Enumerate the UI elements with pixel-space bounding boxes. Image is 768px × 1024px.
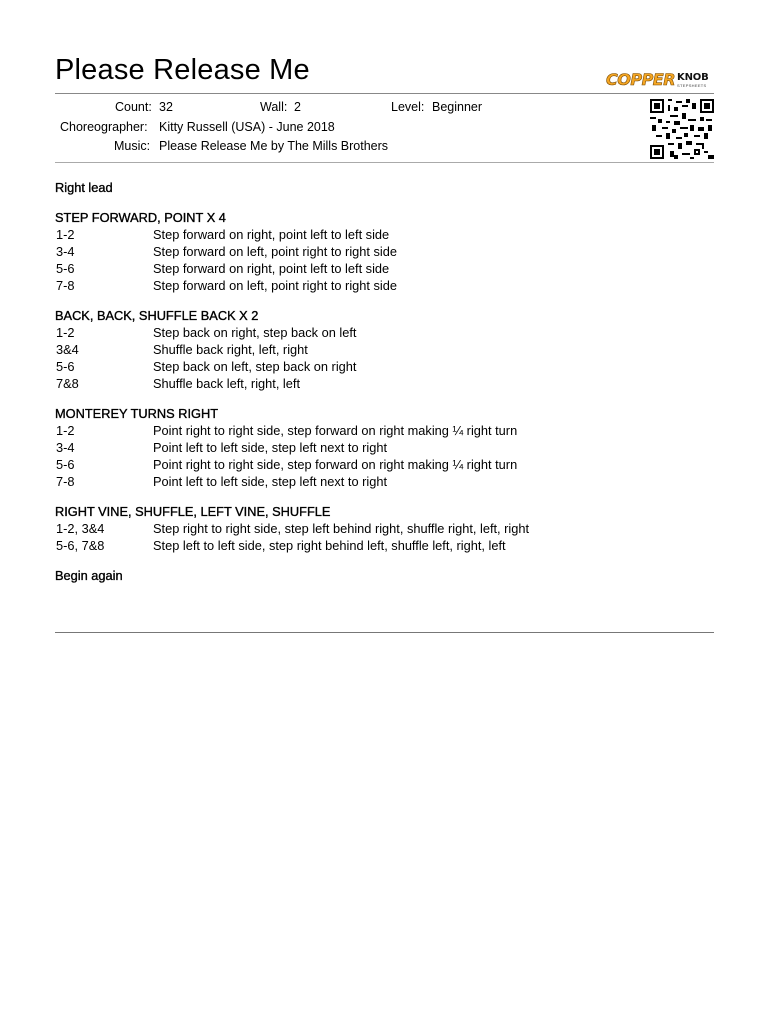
step-row [55,341,715,358]
choreographer-value: Kitty Russell (USA) - June 2018 [159,120,335,134]
step-description: Step right to right side, step left behind right, shuffle right, left, right [153,521,530,536]
section-title: RIGHT VINE, SHUFFLE, LEFT VINE, SHUFFLE [55,504,331,519]
step-row [55,375,715,392]
sections-container [55,210,715,554]
step-description: Point right to right side, step forward on right making ¼ right turn [153,457,518,472]
step-count: 7-8 [56,278,75,293]
step-count: 5-6 [56,359,75,374]
section-title: MONTEREY TURNS RIGHT [55,406,219,421]
step-row [55,226,715,243]
page-title: Please Release Me [55,54,310,86]
step-count: 7&8 [56,376,79,391]
step-count: 1-2, 3&4 [56,521,105,536]
step-row [55,324,715,341]
step-row [55,520,715,537]
step-count: 1-2 [56,423,75,438]
step-count: 3&4 [56,342,79,357]
intro-note: Right lead [55,180,113,195]
step-count: 3-4 [56,244,75,259]
section-title: BACK, BACK, SHUFFLE BACK X 2 [55,308,259,323]
logo-knob-text: KNOB [677,71,709,83]
count-value: 32 [159,100,173,114]
level-value: Beginner [432,100,483,114]
section [55,308,715,392]
step-description: Step back on left, step back on right [153,359,357,374]
step-description: Point left to left side, step left next to right [153,474,388,489]
qr-code-icon[interactable] [650,99,714,159]
step-description: Step forward on left, point right to right side [153,278,397,293]
step-count: 1-2 [56,227,75,242]
music-value: Please Release Me by The Mills Brothers [159,139,389,153]
step-count: 5-6, 7&8 [56,538,105,553]
step-description: Shuffle back left, right, left [153,376,301,391]
level-label: Level: [391,100,425,114]
step-count: 5-6 [56,261,75,276]
header-divider [55,93,714,94]
step-description: Step back on right, step back on left [153,325,357,340]
section-title: STEP FORWARD, POINT X 4 [55,210,226,225]
step-description: Point left to left side, step left next to right [153,440,388,455]
wall-label: Wall: [260,100,288,114]
count-label: Count: [115,100,152,114]
section [55,504,715,554]
step-row [55,473,715,490]
section [55,210,715,294]
step-row [55,439,715,456]
step-description: Step forward on left, point right to right side [153,244,397,259]
copperknob-logo [606,70,714,90]
step-row [55,260,715,277]
music-label: Music: [114,139,151,153]
footer-divider [55,632,714,633]
wall-value: 2 [294,100,301,114]
outro-note: Begin again [55,568,123,583]
step-count: 3-4 [56,440,75,455]
step-row [55,358,715,375]
choreographer-label: Choreographer: [60,120,148,134]
logo-copper-text: COPPER [606,70,676,89]
step-row [55,277,715,294]
step-description: Step forward on right, point left to left side [153,261,390,276]
meta-divider [55,162,714,163]
step-description: Shuffle back right, left, right [153,342,308,357]
step-row [55,243,715,260]
step-description: Step left to left side, step right behind left, shuffle left, right, left [153,538,506,553]
section [55,406,715,490]
step-description: Step forward on right, point left to left side [153,227,390,242]
logo-tagline: STEPSHEETS [677,82,707,88]
step-count: 5-6 [56,457,75,472]
step-count: 1-2 [56,325,75,340]
stepsheet-body [55,180,715,584]
step-row [55,422,715,439]
step-count: 7-8 [56,474,75,489]
step-row [55,456,715,473]
step-description: Point right to right side, step forward on right making ¼ right turn [153,423,518,438]
step-row [55,537,715,554]
